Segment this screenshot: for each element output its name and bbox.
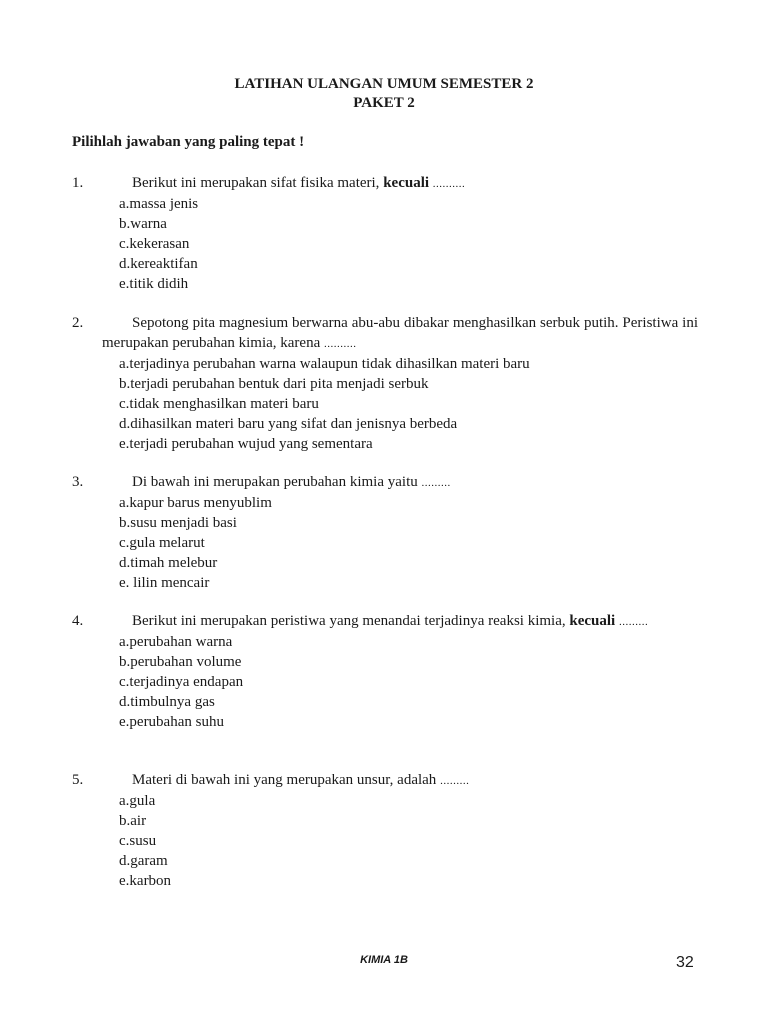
- answer-blank: .........: [440, 775, 470, 787]
- option-c: c.susu: [119, 833, 157, 849]
- option-a: a.gula: [119, 793, 156, 809]
- option-a: a.perubahan warna: [119, 634, 233, 650]
- option-d: d.dihasilkan materi baru yang sifat dan jenisnya berbeda: [119, 416, 458, 432]
- options-list: [72, 354, 698, 454]
- question-number: 3.: [72, 474, 84, 490]
- option-d: d.kereaktifan: [119, 256, 198, 272]
- answer-blank: .........: [618, 616, 649, 628]
- page-footer: KIMIA 1B: [360, 954, 408, 966]
- option-e: e.titik didih: [119, 276, 189, 292]
- answer-blank: ..........: [323, 338, 357, 350]
- answer-blank: .........: [421, 477, 451, 489]
- option-e: e.perubahan suhu: [119, 714, 224, 730]
- options-list: [72, 632, 698, 732]
- instruction: Pilihlah jawaban yang paling tepat !: [72, 134, 305, 150]
- option-b: b.air: [119, 813, 147, 829]
- option-b: b.perubahan volume: [119, 654, 242, 670]
- document-subtitle: PAKET 2: [353, 95, 415, 111]
- option-c: c.terjadinya endapan: [119, 674, 244, 690]
- question-2: [72, 313, 698, 454]
- option-a: a.massa jenis: [119, 196, 199, 212]
- document-title: LATIHAN ULANGAN UMUM SEMESTER 2: [234, 76, 534, 92]
- question-number: 1.: [72, 175, 84, 191]
- question-number: 5.: [72, 772, 84, 788]
- option-a: a.terjadinya perubahan warna walaupun tidak dihasilkan materi baru: [119, 356, 530, 372]
- question-text: Sepotong pita magnesium berwarna abu-abu dibakar menghasilkan serbuk putih. Peristiwa ini merupakan perubahan kimia, karena: [102, 315, 698, 351]
- question-keyword: kecuali: [383, 175, 430, 191]
- option-d: d.timbulnya gas: [119, 694, 215, 710]
- question-stem: [102, 611, 698, 632]
- question-stem: [132, 173, 698, 194]
- option-b: b.susu menjadi basi: [119, 515, 237, 531]
- option-e: e.terjadi perubahan wujud yang sementara: [119, 436, 373, 452]
- question-stem: [132, 472, 698, 493]
- option-e: e. lilin mencair: [119, 575, 210, 591]
- option-c: c.tidak menghasilkan materi baru: [119, 396, 319, 412]
- question-stem: [102, 313, 698, 354]
- options-list: [72, 194, 698, 294]
- option-c: c.gula melarut: [119, 535, 205, 551]
- option-b: b.terjadi perubahan bentuk dari pita menjadi serbuk: [119, 376, 429, 392]
- question-number: 2.: [72, 315, 84, 331]
- options-list: [72, 791, 698, 891]
- question-keyword: kecuali: [569, 613, 616, 629]
- question-3: [72, 472, 698, 593]
- question-stem: [132, 770, 698, 791]
- options-list: [72, 493, 698, 593]
- question-1: [72, 173, 698, 294]
- question-text: Berikut ini merupakan peristiwa yang menandai terjadinya reaksi kimia,: [132, 613, 566, 629]
- option-d: d.garam: [119, 853, 168, 869]
- question-number: 4.: [72, 613, 84, 629]
- question-5: [72, 770, 698, 891]
- option-e: e.karbon: [119, 873, 172, 889]
- option-c: c.kekerasan: [119, 236, 190, 252]
- question-4: [72, 611, 698, 732]
- page-number: 32: [676, 954, 694, 971]
- option-a: a.kapur barus menyublim: [119, 495, 272, 511]
- question-text: Berikut ini merupakan sifat fisika materi,: [132, 175, 380, 191]
- option-d: d.timah melebur: [119, 555, 218, 571]
- option-b: b.warna: [119, 216, 167, 232]
- question-text: Materi di bawah ini yang merupakan unsur, adalah: [132, 772, 437, 788]
- question-text: Di bawah ini merupakan perubahan kimia yaitu: [132, 474, 418, 490]
- answer-blank: ..........: [432, 178, 466, 190]
